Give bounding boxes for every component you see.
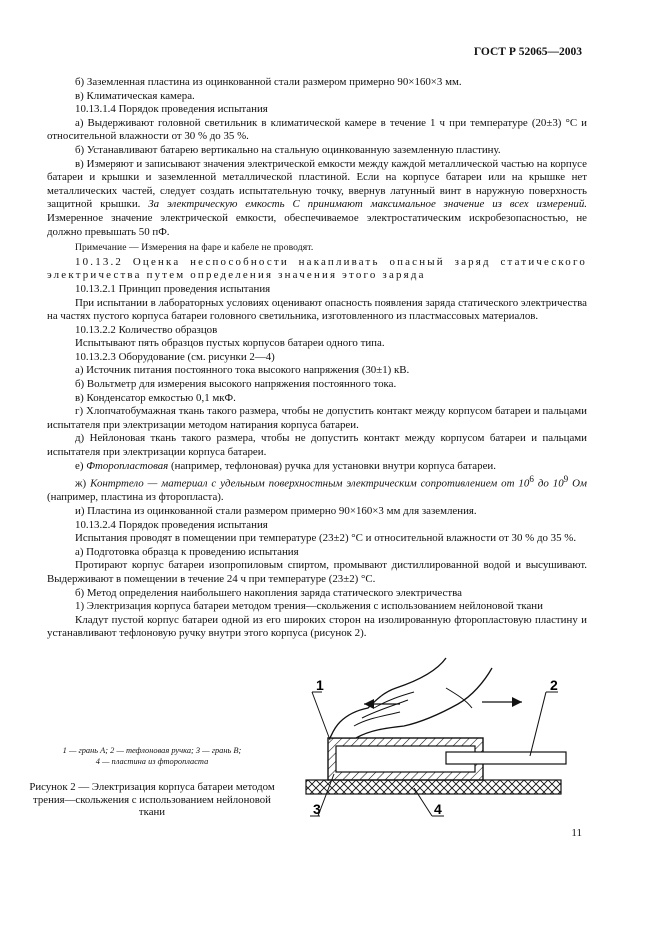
- figure-legend-line: 1 — грань А; 2 — тефлоновая ручка; 3 — грань В;: [62, 746, 242, 755]
- callout-label-1: 1: [316, 677, 324, 693]
- list-item: [47, 460, 587, 474]
- list-item-italic: Фторопластовая: [86, 459, 169, 472]
- paragraph: Испытания проводят в помещении при температуре (23±2) °С и относительной влажности от 30 % до 35 %.: [75, 532, 577, 545]
- teflon-handle: [446, 752, 566, 764]
- list-label: ж): [75, 477, 87, 490]
- callout-label-3: 3: [313, 801, 321, 817]
- callout-label-4: 4: [434, 801, 442, 817]
- callout-line-1: [312, 692, 330, 740]
- paragraph-text: в) Измеряют и записывают значения электрической емкости между каждой металлической частью на корпусе батареи и крышки и заземленной металлической пластиной. Если на корпусе батареи или на крышке нет металлических частей, следует создать испытательную точку, ввернув латунный винт в наружную поверхность защитной крышки.: [47, 157, 587, 211]
- section-heading: 10.13.2 Оценка неспособности накапливать опасный заряд статического электричества путем определения значения этого заряда: [47, 255, 587, 282]
- section-heading: 10.13.2.1 Принцип проведения испытания: [75, 282, 271, 295]
- callout-line-2: [530, 692, 546, 756]
- paragraph: б) Устанавливают батарею вертикально на стальную оцинкованную заземленную пластину.: [75, 143, 501, 156]
- list-item: б) Метод определения наибольшего накопления заряда статического электричества: [75, 586, 462, 599]
- paragraph: [47, 158, 587, 240]
- document-body: [47, 76, 587, 641]
- section-heading: 10.13.2.3 Оборудование (см. рисунки 2—4): [75, 350, 275, 363]
- fluoroplastic-plate: [306, 780, 561, 794]
- list-item-text: (например, пластина из фторопласта).: [47, 491, 224, 504]
- callout-label-2: 2: [550, 677, 558, 693]
- paragraph: б) Заземленная пластина из оцинкованной стали размером примерно 90×160×3 мм.: [75, 76, 462, 88]
- section-heading: 10.13.1.4 Порядок проведения испытания: [75, 103, 268, 116]
- page-number: 11: [571, 827, 582, 839]
- figure-2-drawing: [296, 648, 596, 828]
- document-header: ГОСТ Р 52065—2003: [473, 46, 582, 58]
- list-item-italic: Контртело — материал с удельным поверхностным электрическим сопротивлением от 10: [90, 477, 530, 490]
- superscript: 6: [529, 474, 534, 485]
- list-item: а) Подготовка образца к проведению испытания: [75, 545, 299, 558]
- list-item-italic: до 10: [537, 477, 564, 490]
- paragraph: При испытании в лабораторных условиях оценивают опасность появления заряда статического электричества на частях пустого корпуса батареи головного светильника, изготовленного из пластмассовых материалов.: [47, 296, 587, 323]
- figure-legend-line: 4 — пластина из фторопласта: [95, 757, 209, 766]
- list-item: и) Пластина из оцинкованной стали размером примерно 90×160×3 мм для заземления.: [75, 505, 477, 518]
- paragraph: Кладут пустой корпус батареи одной из его широких сторон на изолированную фторопластовую пластину и устанавливают тефлоновую ручку внутри этого корпуса (рисунок 2).: [47, 613, 587, 640]
- section-heading: 10.13.2.2 Количество образцов: [75, 323, 218, 336]
- list-item: в) Конденсатор емкостью 0,1 мкФ.: [75, 391, 236, 404]
- list-item: а) Источник питания постоянного тока высокого напряжения (30±1) кВ.: [75, 364, 410, 377]
- paragraph: Испытывают пять образцов пустых корпусов батареи одного типа.: [75, 337, 385, 350]
- list-item-italic: Ом: [572, 477, 587, 490]
- paragraph-italic: За электрическую емкость С принимают максимальное значение из всех измерений.: [148, 198, 587, 211]
- list-item-text: (например, тефлоновая) ручка для установки внутри корпуса батареи.: [170, 459, 496, 472]
- arrowhead-right: [512, 697, 522, 707]
- list-item: г) Хлопчатобумажная ткань такого размера, чтобы не допустить контакт между корпусом батареи и пальцами испытателя при электризации методом натирания корпуса батареи.: [47, 405, 587, 431]
- list-item: д) Нейлоновая ткань такого размера, чтобы не допустить контакт между корпусом батареи и пальцами испытателя при электризации корпуса батареи.: [47, 432, 587, 459]
- list-label: е): [75, 459, 84, 472]
- section-heading: 10.13.2.4 Порядок проведения испытания: [75, 518, 268, 531]
- paragraph-text: Измеренное значение электрической емкости, обеспечиваемое электростатическим искробезопасностью, не должно превышать 50 пФ.: [47, 211, 587, 238]
- paragraph: Протирают корпус батареи изопропиловым спиртом, промывают дистиллированной водой и высушивают. Выдерживают в помещении в течение 24 ч при температуре (23±2) °С.: [47, 559, 587, 585]
- superscript: 9: [563, 474, 569, 485]
- figure-legend: [28, 745, 276, 767]
- paragraph: в) Климатическая камера.: [75, 89, 195, 102]
- note: Примечание — Измерения на фаре и кабеле не проводят.: [75, 242, 314, 254]
- list-item: [47, 473, 587, 505]
- figure-caption: Рисунок 2 — Электризация корпуса батареи методом трения—скольжения с использованием нейлоновой ткани: [29, 781, 275, 819]
- list-item: б) Вольтметр для измерения высокого напряжения постоянного тока.: [75, 378, 397, 391]
- paragraph: а) Выдерживают головной светильник в климатической камере в течение 1 ч при температуре (20±3) °С и относительной влажности от 30 % до 35 %.: [47, 116, 587, 143]
- list-item: 1) Электризация корпуса батареи методом трения—скольжения с использованием нейлоновой ткани: [75, 600, 543, 613]
